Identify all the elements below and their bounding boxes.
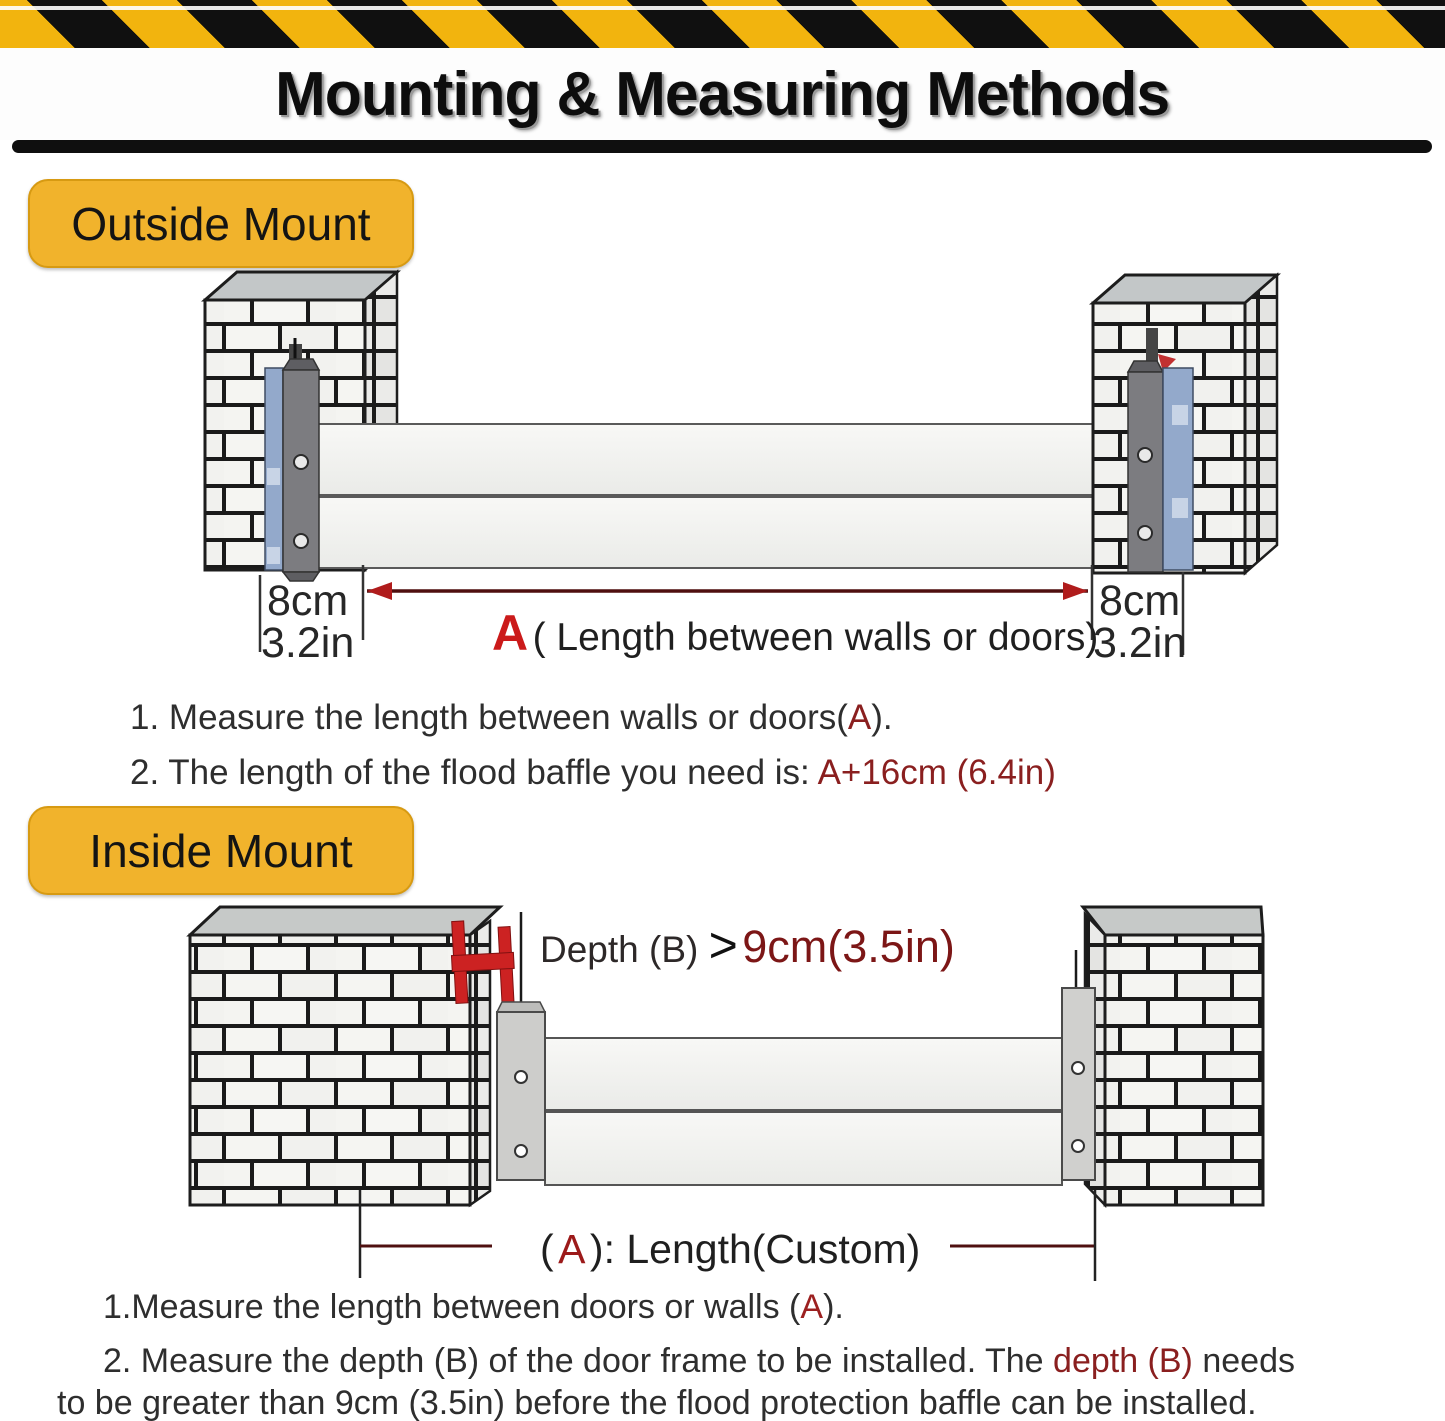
depth-label-text: Depth (B) [540,929,709,970]
screw-hole [1072,1140,1084,1152]
screw-hole [1138,526,1152,540]
depth-value: 9cm(3.5in) [742,921,955,972]
inside-left-channel [497,1002,545,1180]
right-offset-cm: 8cm [1099,577,1181,625]
inside-mount-label-text: Inside Mount [89,824,353,877]
arrowhead-left [367,582,392,600]
right-offset-in: 3.2in [1093,619,1187,667]
inside-step-1: 1.Measure the length between doors or walls (A). [103,1288,844,1326]
page-title: Mounting & Measuring Methods [275,59,1170,129]
inside-mount-label [28,806,414,895]
outside-mount-label-text: Outside Mount [71,197,371,250]
dim-caption: ( Length between walls or doors) [532,616,1099,659]
highlight-length-formula: A+16cm (6.4in) [817,753,1056,792]
title-underbar [12,140,1432,153]
right-seal-strip [1163,368,1193,570]
inside-right-pillar [1083,907,1263,1205]
inside-step-2-line1: 2. Measure the depth (B) of the door frame to be installed. The depth (B) needs [103,1342,1295,1380]
highlight-A: A [847,698,872,737]
inside-flood-barrier-panels [545,1038,1062,1185]
title-band [0,48,1445,140]
hazard-highlight-line [0,6,1445,10]
length-custom-label: ( A ): Length(Custom) [540,1226,921,1272]
outside-step-2: 2. The length of the flood baffle you need is: A+16cm (6.4in) [130,753,1056,792]
screw-hole [1072,1062,1084,1074]
greater-than-sign: > [708,917,738,973]
screw-hole [294,455,308,469]
dim-letter-A: A [492,605,529,661]
depth-label [540,917,955,973]
screw-hole [515,1071,527,1083]
left-offset-cm: 8cm [267,577,349,625]
screw-hole [294,534,308,548]
right-channel [1128,372,1163,572]
outside-step-1: 1. Measure the length between walls or doors(A). [130,698,893,737]
left-offset-in: 3.2in [261,619,355,667]
arrowhead-right [1063,582,1088,600]
hazard-stripe-banner [0,0,1445,48]
outside-flood-barrier-panels [318,424,1130,568]
highlight-A: A [800,1288,824,1326]
inside-mount-diagram [0,890,1445,1285]
highlight-depth-B: depth (B) [1053,1342,1193,1380]
outside-right-mount-bracket [1128,361,1193,572]
inside-step-2-line2: to be greater than 9cm (3.5in) before the flood protection baffle can be installed. [57,1384,1257,1421]
outside-mount-diagram [0,260,1445,680]
outside-mount-label [28,179,414,268]
screw-hole [1138,448,1152,462]
length-dim-label [492,605,1098,661]
outside-dimensions [260,565,1186,667]
outside-left-mount-bracket [265,359,319,581]
outside-mount-steps [130,698,1056,793]
screw-hole [515,1145,527,1157]
dim-letter-A: A [558,1226,586,1272]
